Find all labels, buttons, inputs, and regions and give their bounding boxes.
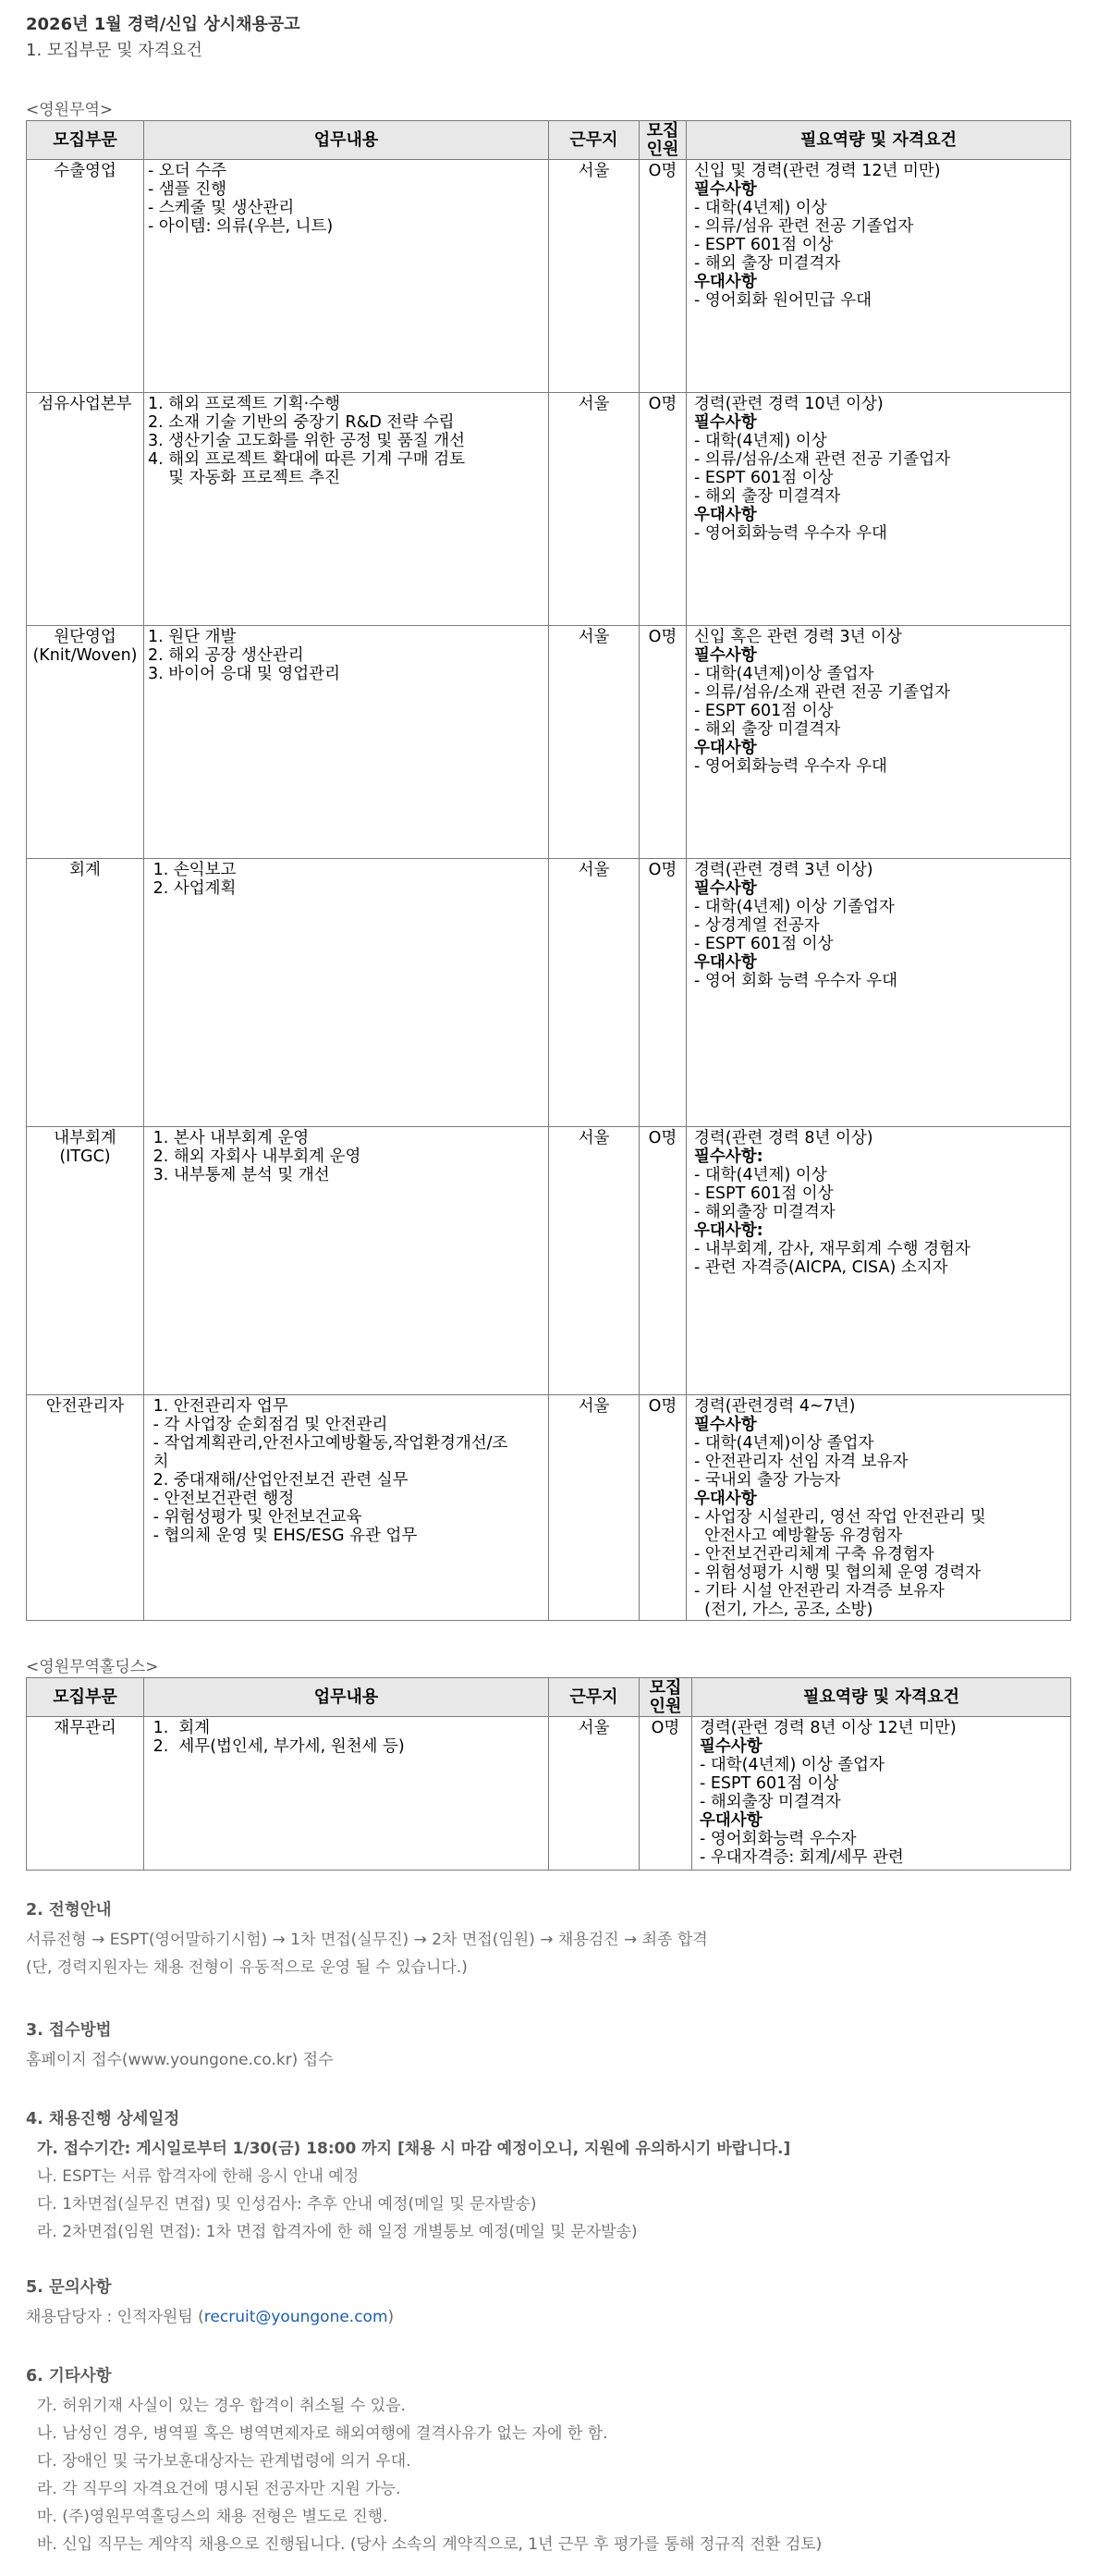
duties-list — [144, 1395, 548, 1545]
requirement-item: - 영어회화 원어민급 우대 — [694, 291, 872, 310]
location-value: 서울 — [578, 162, 610, 180]
location-cell — [549, 1717, 640, 1871]
requirement-item: - 해외 출장 미결격자 — [694, 487, 841, 506]
duties-cell — [144, 1127, 549, 1395]
requirement-item: - 위험성평가 시행 및 협의체 운영 경력자 — [694, 1564, 982, 1582]
requirement-item: 경력(관련 경력 10년 이상) — [694, 395, 884, 413]
duty-item: - 안전보건관련 행정 — [148, 1490, 295, 1508]
requirements-list — [687, 160, 1070, 310]
requirement-item: - 상경계열 전공자 — [694, 916, 820, 935]
requirement-heading: 필수사항: — [694, 1147, 763, 1166]
duties-cell — [144, 160, 549, 393]
duties-list — [144, 1127, 548, 1184]
requirement-item: - ESPT 601점 이상 — [694, 469, 834, 487]
dept-cell — [27, 393, 144, 626]
requirements-cell — [692, 1717, 1071, 1871]
duty-item: 및 자동화 프로젝트 추진 — [148, 469, 340, 487]
count-cell — [640, 859, 687, 1127]
schedule-deadline: 가. 접수기간: 게시일로부터 1/30(금) 18:00 까지 [채용 시 마감 예정이오니, 지원에 유의하시기 바랍니다.] — [37, 2140, 791, 2158]
requirements-cell — [687, 1127, 1071, 1395]
header-count — [640, 1678, 692, 1717]
section-4-heading: 4. 채용진행 상세일정 — [26, 2110, 180, 2128]
requirements-list — [692, 1717, 1070, 1867]
duty-item: 2. 세무(법인세, 부가세, 원천세 등) — [148, 1737, 405, 1756]
dept-name: 재무관리 — [54, 1719, 116, 1737]
requirement-item: - 내부회계, 감사, 재무회계 수행 경험자 — [694, 1240, 970, 1258]
section-3-heading: 3. 접수방법 — [26, 2021, 112, 2040]
duty-item: 1. 회계 — [148, 1719, 211, 1737]
requirements-list — [687, 1395, 1070, 1619]
company-label-holdings: <영원무역홀딩스> — [26, 1658, 159, 1676]
job-row — [27, 1717, 1071, 1871]
duty-item: 2. 중대재해/산업안전보건 관련 실무 — [148, 1471, 409, 1490]
requirement-item: - 해외출장 미결격자 — [700, 1793, 841, 1811]
misc-item: 나. 남성인 경우, 병역필 혹은 병역면제자로 해외여행에 결격사유가 없는 자에 한 함. — [37, 2424, 608, 2443]
duty-item: - 샘플 진행 — [148, 180, 227, 199]
section-2-heading: 2. 전형안내 — [26, 1901, 112, 1920]
duty-item: 4. 해외 프로젝트 확대에 따른 기계 구매 검토 — [148, 450, 466, 469]
contact-suffix: ) — [387, 2308, 395, 2326]
requirement-item: - 의류/섬유/소재 관련 전공 기졸업자 — [694, 450, 951, 469]
table-header-row — [27, 1678, 1071, 1717]
section-schedule — [26, 2106, 1070, 2246]
requirement-heading: 필수사항 — [700, 1737, 762, 1756]
requirement-item: - 우대자격증: 회계/세무 관련 — [700, 1848, 904, 1867]
count-value: O명 — [648, 162, 677, 180]
duty-item: - 위험성평가 및 안전보건교육 — [148, 1508, 362, 1527]
requirement-item: - 영어회화능력 우수자 — [700, 1830, 857, 1848]
job-table-holdings — [26, 1677, 1071, 1871]
duty-item: 1. 안전관리자 업무 — [148, 1397, 288, 1416]
duties-cell — [144, 1395, 549, 1621]
requirement-item: - 안전관리자 선임 자격 보유자 — [694, 1453, 909, 1471]
requirements-cell — [687, 626, 1071, 859]
requirement-item: 신입 및 경력(관련 경력 12년 미만) — [694, 162, 941, 180]
section-application-method — [26, 2018, 1070, 2074]
dept-name: 회계 — [69, 861, 101, 879]
duty-item: 2. 소재 기술 기반의 중장기 R&D 전략 수립 — [148, 413, 455, 432]
contact-line — [26, 2303, 1070, 2331]
requirement-item: - 대학(4년제) 이상 — [694, 199, 827, 217]
job-row — [27, 859, 1071, 1127]
duty-item: 1. 본사 내부회계 운영 — [148, 1129, 310, 1147]
requirement-item: - 해외출장 미결격자 — [694, 1203, 836, 1221]
dept-cell — [27, 1127, 144, 1395]
schedule-second-interview: 라. 2차면접(임원 면접): 1차 면접 합격자에 한 해 일정 개별통보 예정(메일 및 문자발송) — [37, 2223, 638, 2241]
requirement-item: - 의류/섬유 관련 전공 기졸업자 — [694, 217, 914, 236]
duties-list — [144, 160, 548, 236]
process-steps: 서류전형 → ESPT(영어말하기시험) → 1차 면접(실무진) → 2차 면접(임원) → 채용검진 → 최종 합격 — [26, 1931, 708, 1949]
requirement-item: - 국내외 출장 가능자 — [694, 1471, 841, 1490]
count-value: O명 — [648, 1397, 677, 1416]
process-note: (단, 경력지원자는 채용 전형이 유동적으로 운영 될 수 있습니다.) — [26, 1958, 468, 1977]
duty-item: 3. 내부통제 분석 및 개선 — [148, 1166, 330, 1184]
requirement-heading: 필수사항 — [694, 646, 757, 665]
dept-name: 안전관리자 — [45, 1397, 125, 1416]
requirement-item: - 대학(4년제) 이상 — [694, 432, 827, 450]
location-cell — [549, 160, 640, 393]
duties-list — [144, 626, 548, 683]
requirement-item: 신입 혹은 관련 경력 3년 이상 — [694, 628, 902, 646]
location-value: 서울 — [578, 861, 610, 879]
duty-item: - 각 사업장 순회점검 및 안전관리 — [148, 1416, 388, 1434]
requirement-item: 안전사고 예방활동 유경험자 — [694, 1527, 903, 1545]
requirements-cell — [687, 859, 1071, 1127]
misc-item: 바. 신입 직무는 계약직 채용으로 진행됩니다. (당사 소속의 계약직으로, 1년 근무 후 평가를 통해 정규직 전환 검토) — [37, 2535, 823, 2554]
company-label-youngone: <영원무역> — [26, 101, 114, 119]
requirements-cell — [687, 1395, 1071, 1621]
location-value: 서울 — [578, 395, 610, 413]
location-value: 서울 — [578, 1129, 610, 1147]
location-cell — [549, 1127, 640, 1395]
requirement-item: - 영어 회화 능력 우수자 우대 — [694, 972, 898, 990]
requirement-item: 경력(관련경력 4~7년) — [694, 1397, 856, 1416]
requirement-item: - 대학(4년제) 이상 기졸업자 — [694, 898, 895, 916]
header-requirements: 필요역량 및 자격요건 — [692, 1678, 1071, 1717]
duty-item: 1. 해외 프로젝트 기획·수행 — [148, 395, 340, 413]
job-row — [27, 626, 1071, 859]
requirement-item: - 해외 출장 미결격자 — [694, 254, 841, 273]
schedule-espt: 나. ESPT는 서류 합격자에 한해 응시 안내 예정 — [37, 2167, 360, 2186]
schedule-first-interview: 다. 1차면접(실무진 면접) 및 인성검사: 추후 안내 예정(메일 및 문자발송) — [37, 2195, 537, 2214]
count-cell — [640, 1717, 692, 1871]
header-count — [640, 121, 687, 160]
table-header-row — [27, 121, 1071, 160]
location-value: 서울 — [578, 628, 610, 646]
location-value: 서울 — [578, 1719, 610, 1737]
duties-cell — [144, 1717, 549, 1871]
requirement-heading: 우대사항 — [694, 273, 757, 291]
count-cell — [640, 393, 687, 626]
requirement-item: - ESPT 601점 이상 — [694, 236, 834, 254]
requirements-list — [687, 859, 1070, 990]
job-row — [27, 1395, 1071, 1621]
requirement-item: - 의류/섬유/소재 관련 전공 기졸업자 — [694, 683, 951, 702]
count-value: O명 — [648, 1129, 677, 1147]
duties-list — [144, 859, 548, 898]
header-duties: 업무내용 — [144, 121, 549, 160]
requirement-item: - 안전보건관리체계 구축 유경험자 — [694, 1545, 934, 1564]
duty-item: 2. 해외 공장 생산관리 — [148, 646, 304, 665]
dept-cell — [27, 1717, 144, 1871]
duty-item: 2. 사업계획 — [148, 879, 237, 898]
count-value: O명 — [648, 395, 677, 413]
page-title: 2026년 1월 경력/신입 상시채용공고 — [26, 15, 300, 34]
requirement-item: (전기, 가스, 공조, 소방) — [694, 1601, 873, 1619]
section-5-heading: 5. 문의사항 — [26, 2278, 112, 2297]
dept-name: 내부회계 (ITGC) — [54, 1129, 116, 1166]
requirement-heading: 우대사항 — [700, 1811, 762, 1830]
location-cell — [549, 859, 640, 1127]
requirement-heading: 우대사항 — [694, 506, 757, 524]
requirement-heading: 필수사항 — [694, 413, 757, 432]
dept-name: 원단영업 (Knit/Woven) — [32, 628, 138, 665]
section-contact — [26, 2275, 1070, 2331]
duty-item: - 오더 수주 — [148, 162, 227, 180]
misc-item: 다. 장애인 및 국가보훈대상자는 관계법령에 의거 우대. — [37, 2452, 411, 2471]
requirement-item: - 해외 출장 미결격자 — [694, 720, 841, 739]
requirement-heading: 우대사항 — [694, 1490, 757, 1508]
requirement-item: - ESPT 601점 이상 — [694, 935, 834, 953]
duty-item: - 스케줄 및 생산관리 — [148, 199, 295, 217]
requirement-item: - 대학(4년제)이상 졸업자 — [694, 1434, 874, 1453]
duty-item: 3. 바이어 응대 및 영업관리 — [148, 665, 340, 683]
requirement-item: - 대학(4년제) 이상 졸업자 — [700, 1756, 884, 1774]
requirement-item: - 기타 시설 안전관리 자격증 보유자 — [694, 1582, 945, 1601]
requirement-item: - 대학(4년제)이상 졸업자 — [694, 665, 874, 683]
requirement-item: - 대학(4년제) 이상 — [694, 1166, 827, 1184]
duty-item: 1. 손익보고 — [148, 861, 237, 879]
job-row — [27, 160, 1071, 393]
misc-item: 라. 각 직무의 자격요건에 명시된 전공자만 지원 가능. — [37, 2480, 401, 2498]
requirement-item: - 영어회화능력 우수자 우대 — [694, 524, 887, 543]
requirement-item: 경력(관련 경력 8년 이상) — [694, 1129, 873, 1147]
requirement-heading: 우대사항 — [694, 739, 757, 757]
count-value: O명 — [648, 861, 677, 879]
duties-cell — [144, 393, 549, 626]
location-cell — [549, 1395, 640, 1621]
section-misc — [26, 2363, 1070, 2558]
duty-item: - 작업계획관리,안전사고예방활동,작업환경개선/조 — [148, 1434, 508, 1453]
header-count-label: 모집 인원 — [646, 120, 679, 159]
count-cell — [640, 160, 687, 393]
requirement-item: - 관련 자격증(AICPA, CISA) 소지자 — [694, 1258, 948, 1277]
misc-item: 가. 허위기재 사실이 있는 경우 합격이 취소될 수 있음. — [37, 2397, 406, 2415]
header-count-label: 모집 인원 — [649, 1677, 682, 1716]
job-table-youngone — [26, 120, 1071, 1621]
duties-cell — [144, 626, 549, 859]
dept-name: 수출영업 — [54, 162, 116, 180]
header-location: 근무지 — [549, 121, 640, 160]
requirements-list — [687, 393, 1070, 543]
section-1-heading: 1. 모집부문 및 자격요건 — [26, 41, 202, 60]
count-value: O명 — [651, 1719, 680, 1737]
location-cell — [549, 626, 640, 859]
application-method-text: 홈페이지 접수(www.youngone.co.kr) 접수 — [26, 2051, 334, 2069]
requirement-heading: 필수사항 — [694, 879, 757, 898]
job-row — [27, 1127, 1071, 1395]
section-selection-process — [26, 1897, 1070, 1981]
requirement-item: 경력(관련 경력 8년 이상 12년 미만) — [700, 1719, 957, 1737]
header-dept: 모집부문 — [27, 121, 144, 160]
duty-item: 1. 원단 개발 — [148, 628, 237, 646]
duty-item: - 협의체 운영 및 EHS/ESG 유관 업무 — [148, 1527, 418, 1545]
dept-name: 섬유사업본부 — [38, 395, 132, 413]
duty-item: 치 — [148, 1453, 169, 1471]
header-location: 근무지 — [549, 1678, 640, 1717]
requirement-heading: 필수사항 — [694, 180, 757, 199]
dept-cell — [27, 1395, 144, 1621]
requirement-heading: 우대사항: — [694, 1221, 763, 1240]
job-row — [27, 393, 1071, 626]
count-cell — [640, 1395, 687, 1621]
requirement-heading: 필수사항 — [694, 1416, 757, 1434]
header-dept: 모집부문 — [27, 1678, 144, 1717]
duty-item: 2. 해외 자회사 내부회계 운영 — [148, 1147, 361, 1166]
dept-cell — [27, 626, 144, 859]
requirements-cell — [687, 160, 1071, 393]
requirement-item: - 영어회화능력 우수자 우대 — [694, 757, 887, 776]
location-value: 서울 — [578, 1397, 610, 1416]
contact-prefix: 채용담당자 : 인적자원팀 ( — [26, 2308, 204, 2326]
requirement-item: - ESPT 601점 이상 — [700, 1774, 839, 1793]
header-duties: 업무내용 — [144, 1678, 549, 1717]
count-cell — [640, 626, 687, 859]
misc-item: 마. (주)영원무역홀딩스의 채용 전형은 별도로 진행. — [37, 2508, 388, 2526]
requirement-item: - 사업장 시설관리, 영선 작업 안전관리 및 — [694, 1508, 986, 1527]
count-cell — [640, 1127, 687, 1395]
requirements-cell — [687, 393, 1071, 626]
requirements-list — [687, 626, 1070, 776]
dept-cell — [27, 859, 144, 1127]
location-cell — [549, 393, 640, 626]
requirement-item: - ESPT 601점 이상 — [694, 702, 834, 720]
duty-item: - 아이템: 의류(우븐, 니트) — [148, 217, 334, 236]
section-6-heading: 6. 기타사항 — [26, 2367, 112, 2386]
header-requirements: 필요역량 및 자격요건 — [687, 121, 1071, 160]
requirement-heading: 우대사항 — [694, 953, 757, 972]
duties-list — [144, 1717, 548, 1756]
requirement-item: - ESPT 601점 이상 — [694, 1184, 834, 1203]
requirements-list — [687, 1127, 1070, 1277]
duties-list — [144, 393, 548, 487]
duties-cell — [144, 859, 549, 1127]
duty-item: 3. 생산기술 고도화를 위한 공정 및 품질 개선 — [148, 432, 466, 450]
contact-email-link[interactable]: recruit@youngone.com — [203, 2308, 388, 2326]
dept-cell — [27, 160, 144, 393]
requirement-item: 경력(관련 경력 3년 이상) — [694, 861, 873, 879]
count-value: O명 — [648, 628, 677, 646]
